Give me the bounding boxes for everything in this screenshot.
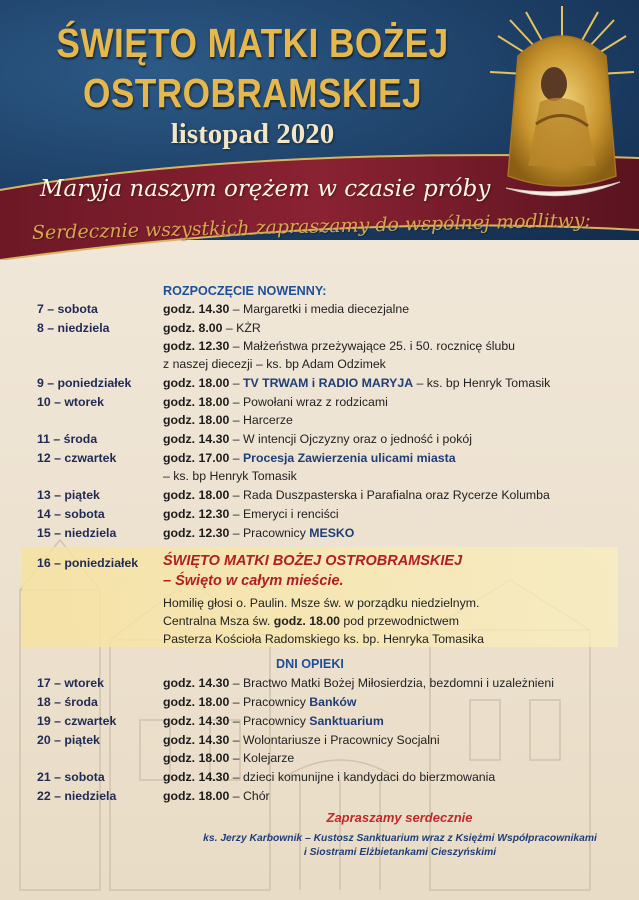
schedule-time: godz. 14.30 (163, 302, 230, 316)
schedule-day: 10 – wtorek (37, 395, 104, 409)
schedule-desc: – ks. bp Henryk Tomasik (163, 469, 297, 483)
schedule-time: godz. 18.00 (163, 413, 230, 427)
schedule-day: 13 – piątek (37, 488, 100, 502)
schedule-time: godz. 14.30 (163, 733, 230, 747)
schedule-time: godz. 17.00 (163, 451, 230, 465)
schedule-desc: – (229, 376, 243, 390)
schedule-time: godz. 14.30 (163, 432, 230, 446)
schedule-desc: – dzieci komunijne i kandydaci do bierzmowania (229, 770, 496, 784)
schedule-text (163, 487, 550, 504)
schedule-desc-after: – ks. bp Henryk Tomasik (413, 376, 551, 390)
schedule-text (163, 694, 356, 711)
schedule-text (163, 394, 388, 411)
signature-line-1: ks. Jerzy Karbownik – Kustosz Sanktuarium wraz z Księżmi Współpracownikami (203, 833, 597, 844)
feast-subtitle-row (0, 575, 639, 592)
schedule-text (163, 468, 297, 485)
signature (180, 832, 620, 860)
schedule-time: godz. 12.30 (163, 339, 230, 353)
schedule-row (0, 506, 639, 523)
schedule-text (163, 338, 515, 355)
schedule-desc: – Pracownicy (229, 695, 310, 709)
schedule-time: godz. 18.00 (163, 751, 230, 765)
schedule-time: godz. 8.00 (163, 321, 223, 335)
schedule-time: godz. 12.30 (163, 507, 230, 521)
schedule-row (0, 320, 639, 337)
schedule-day: 14 – sobota (37, 507, 105, 521)
schedule-desc: – Powołani wraz z rodzicami (229, 395, 388, 409)
schedule-row (0, 732, 639, 749)
schedule-desc: – Bractwo Matki Bożej Miłosierdzia, bezdomni i uzależnieni (229, 676, 554, 690)
schedule-row (0, 412, 639, 429)
schedule-row (0, 356, 639, 373)
schedule-desc: – W intencji Ojczyzny oraz o jedność i pokój (229, 432, 472, 446)
schedule-time: godz. 18.00 (163, 395, 230, 409)
date-subtitle: listopad 2020 (170, 118, 335, 150)
schedule-day: 18 – środa (37, 695, 98, 709)
schedule-row (0, 450, 639, 467)
title-line-1: ŚWIĘTO MATKI BOŻEJ (56, 20, 449, 66)
schedule-time: godz. 18.00 (163, 695, 230, 709)
schedule-text (163, 713, 384, 730)
schedule-text (163, 675, 554, 692)
schedule-row (0, 487, 639, 504)
feast-text-2-pre: Centralna Msza św. (163, 614, 274, 628)
schedule-text (163, 375, 550, 392)
schedule-desc: – Pracownicy (229, 714, 310, 728)
schedule-time: godz. 14.30 (163, 676, 230, 690)
schedule-row (0, 750, 639, 767)
schedule-day: 17 – wtorek (37, 676, 104, 690)
schedule-highlight: TV TRWAM i RADIO MARYJA (242, 376, 414, 390)
schedule-row (0, 468, 639, 485)
feast-line-3 (0, 631, 639, 648)
schedule-row (0, 375, 639, 392)
madonna-icon (488, 6, 636, 202)
feast-subtitle: – Święto w całym mieście. (163, 573, 344, 589)
schedule-text (163, 450, 456, 467)
schedule-text (163, 412, 293, 429)
schedule-time: godz. 14.30 (163, 770, 230, 784)
schedule-row (0, 338, 639, 355)
schedule-text (163, 769, 495, 786)
schedule-row (0, 525, 639, 542)
schedule-time: godz. 18.00 (163, 789, 230, 803)
schedule-row (0, 769, 639, 786)
schedule-day: 15 – niedziela (37, 526, 117, 540)
schedule-day: 7 – sobota (37, 302, 98, 316)
schedule-highlight: Procesja Zawierzenia ulicami miasta (242, 451, 456, 465)
schedule-row (0, 788, 639, 805)
schedule-text (163, 356, 386, 373)
title-line-2: OSTROBRAMSKIEJ (82, 70, 423, 116)
schedule-highlight: Banków (309, 695, 357, 709)
schedule-desc: – Kolejarze (229, 751, 295, 765)
schedule-desc: – Emeryci i renciści (229, 507, 339, 521)
section-heading: ROZPOCZĘCIE NOWENNY: (163, 284, 327, 298)
schedule-text (163, 750, 294, 767)
schedule-day: 12 – czwartek (37, 451, 117, 465)
schedule-row (0, 675, 639, 692)
schedule-text (163, 301, 409, 318)
feast-time: godz. 18.00 (273, 614, 341, 628)
feast-line-2 (0, 613, 639, 630)
schedule-desc: – Margaretki i media diecezjalne (229, 302, 410, 316)
schedule-row (0, 713, 639, 730)
motto: Maryja naszym orężem w czasie próby (40, 176, 491, 202)
signature-line-2: i Siostrami Elżbietankami Cieszyńskimi (303, 847, 497, 858)
feast-text-2-post: pod przewodnictwem (340, 614, 459, 628)
schedule-text (163, 732, 440, 749)
feast-text-1: Homilię głosi o. Paulin. Msze św. w porządku niedzielnym. (163, 596, 480, 610)
schedule-day: 9 – poniedziałek (37, 376, 132, 390)
section-heading-row (0, 656, 639, 673)
schedule-highlight: Sanktuarium (309, 714, 384, 728)
schedule-text (163, 525, 354, 542)
schedule-desc: – (229, 451, 243, 465)
feast-text-3: Pasterza Kościoła Radomskiego ks. bp. Henryka Tomasika (163, 632, 485, 646)
closing-invitation: Zapraszamy serdecznie (326, 810, 473, 825)
schedule-desc: – KŻR (222, 321, 261, 335)
schedule-time: godz. 12.30 (163, 526, 230, 540)
feast-day: 16 – poniedziałek (37, 556, 139, 570)
schedule-day: 20 – piątek (37, 733, 100, 747)
schedule-row (0, 394, 639, 411)
schedule-time: godz. 18.00 (163, 376, 230, 390)
feast-text-2 (163, 613, 459, 630)
schedule-text (163, 431, 472, 448)
schedule-desc: – Rada Duszpasterska i Parafialna oraz Rycerze Kolumba (229, 488, 550, 502)
schedule-text (163, 320, 261, 337)
schedule-desc: – Małżeństwa przeżywające 25. i 50. rocznicę ślubu (229, 339, 515, 353)
schedule-text (163, 506, 339, 523)
schedule-desc: – Wolontariusze i Pracownicy Socjalni (229, 733, 440, 747)
invitation-line: Serdecznie wszystkich zapraszamy do wspólnej modlitwy: (31, 209, 592, 244)
schedule-highlight: MESKO (309, 526, 355, 540)
schedule-day: 19 – czwartek (37, 714, 117, 728)
schedule-desc: – Harcerze (229, 413, 293, 427)
schedule-row (0, 694, 639, 711)
schedule-day: 11 – środa (37, 432, 98, 446)
section-heading: DNI OPIEKI (276, 657, 344, 671)
feast-line-1 (0, 595, 639, 612)
schedule-time: godz. 14.30 (163, 714, 230, 728)
schedule-day: 21 – sobota (37, 770, 105, 784)
feast-title: ŚWIĘTO MATKI BOŻEJ OSTROBRAMSKIEJ (163, 553, 463, 569)
schedule-day: 22 – niedziela (37, 789, 117, 803)
schedule-row (0, 301, 639, 318)
schedule-desc: – Pracownicy (229, 526, 310, 540)
schedule-row (0, 431, 639, 448)
schedule-desc: z naszej diecezji – ks. bp Adam Odzimek (163, 357, 386, 371)
section-heading-row (0, 283, 639, 300)
schedule-text (163, 788, 270, 805)
schedule-day: 8 – niedziela (37, 321, 110, 335)
schedule-time: godz. 18.00 (163, 488, 230, 502)
schedule-desc: – Chór (229, 789, 270, 803)
feast-row (0, 555, 639, 572)
